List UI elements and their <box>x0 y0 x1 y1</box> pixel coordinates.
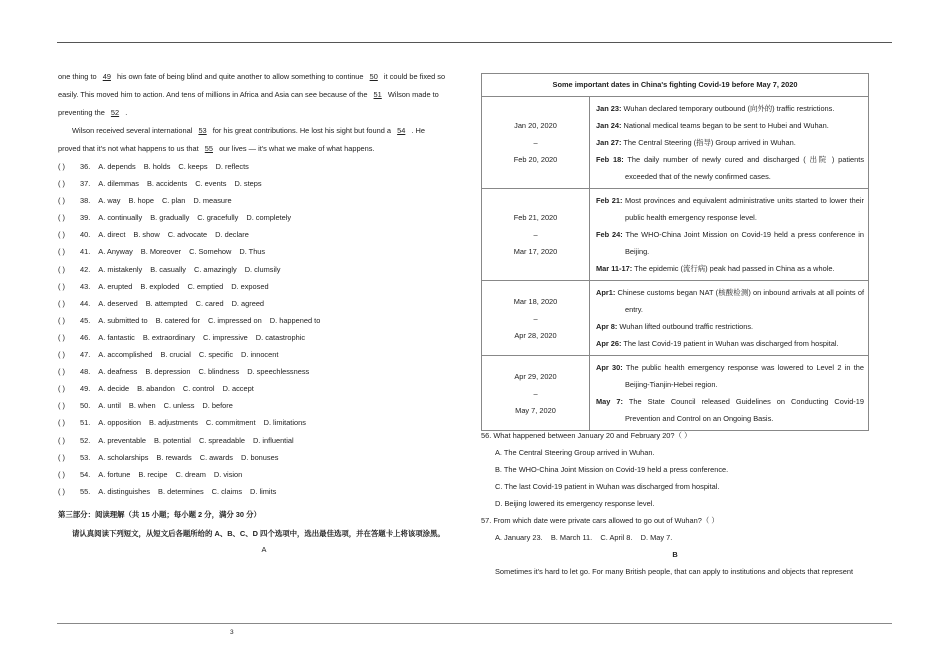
option-n: 47. <box>80 350 91 360</box>
option-row <box>58 179 470 196</box>
event-text: Wuhan declared temporary outbound (向外的) traffic restrictions. <box>623 104 835 113</box>
event-text: The State Council released Guidelines on Conducting Covid-19 Prevention and Control on an Ongoing Basis. <box>625 397 864 423</box>
paragraph-line <box>58 144 470 162</box>
option-b: B. recipe <box>138 469 168 479</box>
option-row <box>58 316 470 333</box>
option-d: D. measure <box>193 196 232 206</box>
option-a: A. mistakenly <box>98 264 143 274</box>
option-c: C. control <box>182 384 215 394</box>
option-n: 41. <box>80 247 91 257</box>
option-b: B. determines <box>158 486 204 496</box>
event-text: The daily number of newly cured and discharged ( 出院 ) patients exceeded that of the newly confirmed cases. <box>625 155 865 181</box>
event-date: Apr 30: <box>596 363 623 372</box>
option-c: C. gracefully <box>197 213 239 223</box>
option-d: D. accept <box>222 384 254 394</box>
date-from: Feb 21, 2020 <box>513 213 558 222</box>
paragraph-line <box>58 108 470 126</box>
question-56-stem: 56. What happened between January 20 and February 20?（ ） <box>481 431 692 440</box>
line-text: proved that it's not what happens to us that <box>58 144 199 153</box>
answer-paren: ( ) <box>58 486 65 496</box>
event-item <box>596 284 864 318</box>
table-row <box>482 189 869 281</box>
option-n: 53. <box>80 452 91 462</box>
section3-heading: 第三部分：阅读理解（共 15 小题；每小题 2 分，满分 30 分） <box>58 509 261 519</box>
answer-paren: ( ) <box>58 469 65 479</box>
option-b: B. potential <box>153 435 191 445</box>
event-date: Jan 24: <box>596 121 622 130</box>
event-text: Wuhan lifted outbound traffic restrictions. <box>619 322 754 331</box>
event-item <box>596 318 864 335</box>
option-d: D. clumsily <box>244 264 281 274</box>
section3-instruction: 请认真阅读下列短文，从短文后各题所给的 A、B、C、D 四个选项中，选出最佳选项，并在答题卡上将该项涂黑。 <box>72 528 445 538</box>
answer-blank: 49 <box>102 72 111 81</box>
option-row <box>58 453 470 470</box>
option-c: C. awards <box>199 452 234 462</box>
answer-paren: ( ) <box>58 162 65 171</box>
option-c: C. claims <box>211 486 243 496</box>
date-dash: – <box>533 388 538 398</box>
event-date: Jan 23: <box>596 104 622 113</box>
event-date: Feb 18: <box>596 155 624 164</box>
cloze-options-list <box>58 162 470 504</box>
option-d: D. reflects <box>215 162 249 171</box>
option-d: D. before <box>202 401 233 411</box>
option-n: 49. <box>80 384 91 394</box>
option-b: B. abandon <box>137 384 175 394</box>
option-d: D. influential <box>252 435 294 445</box>
option-d: D. happened to <box>269 315 321 325</box>
event-date: Feb 24: <box>596 230 623 239</box>
option-b: B. rewards <box>156 452 192 462</box>
option-d: D. catastrophic <box>255 332 306 342</box>
option-a: A. deafness <box>98 367 138 377</box>
event-item <box>596 192 864 226</box>
option-d: D. limits <box>250 486 277 496</box>
option-a: A. continually <box>98 213 143 223</box>
event-date: Apr1: <box>596 288 616 297</box>
option-c: C. impressed on <box>207 315 262 325</box>
option-row <box>58 265 470 282</box>
event-item <box>596 151 864 185</box>
answer-paren: ( ) <box>58 435 65 445</box>
question-56-option-d: D. Beijing lowered its emergency response level. <box>495 499 655 508</box>
option-n: 43. <box>80 281 91 291</box>
option-d: D. innocent <box>241 350 279 360</box>
option-n: 48. <box>80 367 91 377</box>
option-n: 36. <box>80 162 91 171</box>
answer-blank: 53 <box>198 126 207 135</box>
option-row <box>58 401 470 418</box>
option-b: B. show <box>133 230 160 240</box>
answer-blank: 51 <box>373 90 382 99</box>
option-c: C. plan <box>161 196 186 206</box>
option-a: A. way <box>98 196 121 206</box>
answer-blank: 50 <box>369 72 378 81</box>
option-a: A. distinguishes <box>98 486 151 496</box>
paragraph-line <box>58 90 470 108</box>
option-b: B. hope <box>128 196 154 206</box>
option-c: C. unless <box>163 401 195 411</box>
line-text: Wilson made to <box>387 90 439 99</box>
option-c: C. cared <box>195 298 224 308</box>
option-b: B. when <box>128 401 156 411</box>
events-cell <box>590 97 869 189</box>
option-n: 51. <box>80 418 91 428</box>
option-n: 55. <box>80 486 91 496</box>
date-range-cell <box>482 356 590 431</box>
event-text: The WHO-China Joint Mission on Covid-19 held a press conference in Beijing. <box>625 230 865 256</box>
line-text: . <box>125 108 128 117</box>
option-row <box>58 487 470 504</box>
option-c: C. amazingly <box>193 264 237 274</box>
event-text: The public health emergency response was lowered to Level 2 in the Beijing-Tianjin-Hebei region. <box>625 363 865 389</box>
question-56-option-b: B. The WHO-China Joint Mission on Covid-19 held a press conference. <box>495 465 729 474</box>
option-c: C. spreadable <box>198 435 245 445</box>
option-c: C. specific <box>198 350 234 360</box>
event-item <box>596 117 864 134</box>
table-caption: Some important dates in China's fighting Covid-19 before May 7, 2020 <box>482 74 869 97</box>
answer-paren: ( ) <box>58 452 65 462</box>
answer-paren: ( ) <box>58 367 65 377</box>
answer-blank: 54 <box>397 126 406 135</box>
events-cell <box>590 281 869 356</box>
option-c: C. blindness <box>198 367 240 377</box>
option-row <box>58 367 470 384</box>
option-n: 39. <box>80 213 91 223</box>
line-text: Wilson received several international <box>72 126 193 135</box>
answer-paren: ( ) <box>58 350 65 360</box>
option-n: 40. <box>80 230 91 240</box>
option-n: 38. <box>80 196 91 206</box>
option-d: D. limitations <box>263 418 306 428</box>
event-item <box>596 359 864 393</box>
option-n: 42. <box>80 264 91 274</box>
option-n: 37. <box>80 179 91 189</box>
event-item <box>596 100 864 117</box>
answer-paren: ( ) <box>58 247 65 257</box>
events-cell <box>590 189 869 281</box>
option-c: C. keeps <box>178 162 208 171</box>
option-a: A. direct <box>98 230 126 240</box>
covid-dates-table <box>481 73 869 431</box>
table-row <box>482 97 869 189</box>
option-b: B. Moreover <box>140 247 182 257</box>
option-b: B. accidents <box>146 179 188 189</box>
event-text: National medical teams began to be sent to Hubei and Wuhan. <box>623 121 829 130</box>
answer-paren: ( ) <box>58 281 65 291</box>
option-b: B. casually <box>150 264 186 274</box>
line-text: it could be fixed so <box>383 72 446 81</box>
cloze-paragraph-2 <box>58 126 470 162</box>
option-a: A. submitted to <box>98 315 148 325</box>
option-n: 46. <box>80 332 91 342</box>
left-column <box>58 72 470 555</box>
option-d: D. Thus <box>239 247 266 257</box>
option-b: B. extraordinary <box>142 332 196 342</box>
answer-paren: ( ) <box>58 384 65 394</box>
option-n: 45. <box>80 315 91 325</box>
option-d: D. speechlessness <box>247 367 310 377</box>
option-row <box>58 350 470 367</box>
date-range-cell <box>482 281 590 356</box>
question-57-stem: 57. From which date were private cars allowed to go out of Wuhan?（ ） <box>481 516 719 525</box>
option-row <box>58 299 470 316</box>
date-range-cell <box>482 97 590 189</box>
option-c: C. events <box>195 179 227 189</box>
date-from: Apr 29, 2020 <box>514 371 557 381</box>
event-date: Apr 8: <box>596 322 618 331</box>
option-c: C. dream <box>175 469 206 479</box>
option-a: A. scholarships <box>98 452 149 462</box>
line-text: easily. This moved him to action. And tens of millions in Africa and Asia can see because of the <box>58 90 368 99</box>
option-b: B. depression <box>145 367 191 377</box>
option-a: A. accomplished <box>98 350 153 360</box>
option-row <box>58 282 470 299</box>
option-d: D. agreed <box>231 298 265 308</box>
option-row <box>58 333 470 350</box>
event-item <box>596 335 864 352</box>
line-text: preventing the <box>58 108 105 117</box>
option-row <box>58 418 470 435</box>
event-text: The epidemic (流行病) peak had passed in China as a whole. <box>634 264 835 273</box>
option-d: D. steps <box>234 179 262 189</box>
option-a: A. until <box>98 401 121 411</box>
option-row <box>58 213 470 230</box>
option-d: D. declare <box>215 230 249 240</box>
answer-paren: ( ) <box>58 230 65 240</box>
option-c: C. commitment <box>205 418 256 428</box>
option-d: D. bonuses <box>241 452 279 462</box>
option-n: 52. <box>80 435 91 445</box>
passage-b-first-line: Sometimes it's hard to let go. For many British people, that can apply to institutions and objects that represent <box>495 567 853 576</box>
answer-paren: ( ) <box>58 315 65 325</box>
option-b: B. exploded <box>140 281 180 291</box>
option-n: 44. <box>80 298 91 308</box>
event-text: The Central Steering (指导) Group arrived in Wuhan. <box>623 138 796 147</box>
paragraph-line <box>58 126 470 144</box>
question-57 <box>481 516 869 550</box>
option-a: A. preventable <box>98 435 146 445</box>
line-text: . He <box>411 126 425 135</box>
line-text: for his great contributions. He lost his sight but found a <box>212 126 392 135</box>
question-57-options: A. January 23. B. March 11. C. April 8. D. May 7. <box>495 533 673 542</box>
answer-paren: ( ) <box>58 213 65 223</box>
events-cell <box>590 356 869 431</box>
right-column <box>481 73 869 584</box>
option-a: A. fantastic <box>98 332 135 342</box>
option-d: D. vision <box>213 469 243 479</box>
option-row <box>58 247 470 264</box>
option-b: B. attempted <box>145 298 188 308</box>
event-item <box>596 134 864 151</box>
date-to: Feb 20, 2020 <box>513 155 558 164</box>
option-d: D. exposed <box>231 281 269 291</box>
date-from: Mar 18, 2020 <box>513 296 558 306</box>
option-row <box>58 384 470 401</box>
date-to: May 7, 2020 <box>515 405 556 415</box>
table-row <box>482 281 869 356</box>
cloze-paragraph-1 <box>58 72 470 126</box>
event-item <box>596 260 864 277</box>
event-date: Apr 26: <box>596 339 622 348</box>
event-date: May 7: <box>596 397 623 406</box>
event-text: Most provinces and equivalent administrative units started to lower their public health emergency response level. <box>625 196 864 222</box>
paragraph-line <box>58 72 470 90</box>
option-b: B. crucial <box>160 350 191 360</box>
page-number: 3 <box>230 629 234 636</box>
answer-paren: ( ) <box>58 264 65 274</box>
option-c: C. impressive <box>203 332 248 342</box>
option-a: A. Anyway <box>98 247 133 257</box>
option-c: C. Somehow <box>189 247 232 257</box>
line-text: one thing to <box>58 72 97 81</box>
line-text: our lives — it's what we make of what happens. <box>219 144 375 153</box>
option-a: A. decide <box>98 384 130 394</box>
option-c: C. advocate <box>167 230 208 240</box>
date-dash: – <box>533 313 538 323</box>
option-c: C. emptied <box>187 281 224 291</box>
option-b: B. catered for <box>155 315 200 325</box>
header-rule <box>57 42 892 43</box>
date-dash: – <box>533 138 538 147</box>
option-b: B. gradually <box>150 213 190 223</box>
option-a: A. opposition <box>98 418 142 428</box>
answer-paren: ( ) <box>58 418 65 428</box>
event-item <box>596 393 864 427</box>
option-a: A. fortune <box>98 469 131 479</box>
passage-b-label: B <box>672 550 678 559</box>
date-to: Mar 17, 2020 <box>513 247 558 256</box>
option-a: A. deserved <box>98 298 138 308</box>
line-text: his own fate of being blind and quite another to allow something to continue <box>117 72 364 81</box>
answer-paren: ( ) <box>58 179 65 189</box>
option-a: A. erupted <box>98 281 133 291</box>
option-row <box>58 436 470 453</box>
option-b: B. holds <box>143 162 171 171</box>
event-date: Mar 11-17: <box>596 264 633 273</box>
option-n: 50. <box>80 401 91 411</box>
event-text: The last Covid-19 patient in Wuhan was discharged from hospital. <box>623 339 839 348</box>
option-a: A. dilemmas <box>98 179 139 189</box>
answer-paren: ( ) <box>58 401 65 411</box>
date-to: Apr 28, 2020 <box>514 330 557 340</box>
question-56-option-a: A. The Central Steering Group arrived in Wuhan. <box>495 448 655 457</box>
date-from: Jan 20, 2020 <box>514 121 557 130</box>
date-dash: – <box>533 230 538 239</box>
option-row <box>58 196 470 213</box>
option-row <box>58 230 470 247</box>
answer-paren: ( ) <box>58 298 65 308</box>
question-56-option-c: C. The last Covid-19 patient in Wuhan was discharged from hospital. <box>495 482 720 491</box>
event-text: Chinese customs began NAT (核酸检测) on inbound arrivals at all points of entry. <box>617 288 864 314</box>
answer-paren: ( ) <box>58 332 65 342</box>
option-row <box>58 470 470 487</box>
option-n: 54. <box>80 469 91 479</box>
answer-blank: 55 <box>204 144 213 153</box>
table-row <box>482 356 869 431</box>
answer-blank: 52 <box>110 108 120 117</box>
event-date: Jan 27: <box>596 138 622 147</box>
date-range-cell <box>482 189 590 281</box>
event-date: Feb 21: <box>596 196 623 205</box>
option-d: D. completely <box>246 213 292 223</box>
passage-a-label: A <box>261 545 267 555</box>
option-row <box>58 162 470 179</box>
option-a: A. depends <box>98 162 136 171</box>
event-item <box>596 226 864 260</box>
footer-rule <box>57 623 892 624</box>
answer-paren: ( ) <box>58 196 65 206</box>
question-56 <box>481 431 869 516</box>
option-b: B. adjustments <box>149 418 198 428</box>
